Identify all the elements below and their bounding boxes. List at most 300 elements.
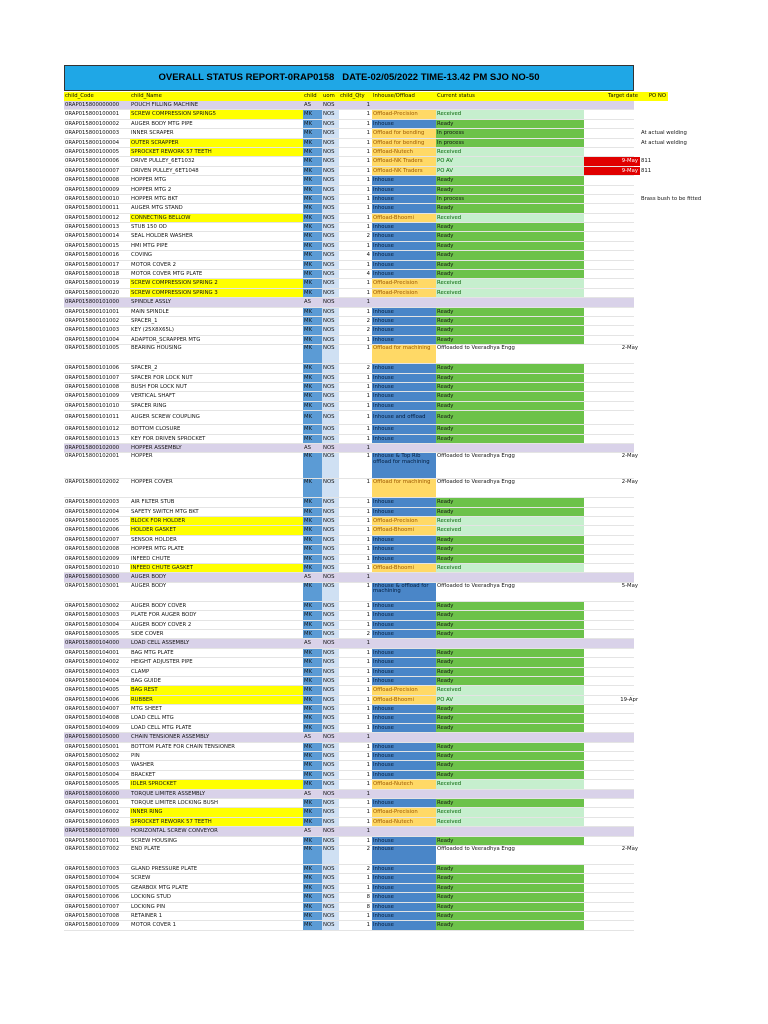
cell-inhouse-offload: Inhouse (372, 865, 436, 873)
cell-inhouse-offload: Inhouse (372, 761, 436, 769)
cell-po-no: 811 (641, 158, 652, 165)
cell-target-date (584, 752, 640, 760)
cell-child-name: DRIVEN PULLEY_6ET1048 (131, 167, 199, 174)
cell-child-uom: NOS (322, 402, 339, 410)
cell-po-no (640, 743, 740, 751)
table-row (64, 743, 634, 752)
cell-child-code: 0RAP015800101005 (65, 345, 120, 352)
cell-child-type: MK (303, 326, 322, 334)
cell-po-no: Brass bush to be fitted (641, 195, 702, 202)
cell-child-type: MK (303, 479, 322, 497)
cell-child-name: END PLATE (131, 845, 161, 852)
cell-child-code: 0RAP015800000000 (65, 102, 120, 108)
table-row (64, 686, 634, 695)
cell-child-code: 0RAP015800105000 (65, 734, 120, 741)
cell-child-type: MK (303, 148, 322, 156)
cell-po-no (640, 790, 740, 798)
cell-po-no (640, 564, 740, 572)
cell-child-qty: 1 (339, 214, 372, 222)
cell-inhouse-offload: Inhouse and offload (372, 411, 436, 424)
cell-child-name: SCREW (131, 875, 151, 882)
cell-target-date (584, 148, 640, 156)
cell-child-qty: 1 (339, 374, 372, 382)
cell-child-name: SIDE COVER (131, 630, 164, 637)
cell-child-qty: 1 (339, 204, 372, 212)
cell-child-qty: 1 (339, 425, 372, 433)
cell-po-no (640, 298, 740, 306)
cell-target-date (584, 326, 640, 334)
cell-child-code: 0RAP015800106003 (65, 818, 120, 825)
cell-current-status (436, 101, 584, 109)
cell-child-qty: 1 (339, 677, 372, 685)
cell-current-status: Ready (436, 705, 584, 713)
cell-inhouse-offload: Inhouse (372, 724, 436, 732)
cell-current-status: Ready (436, 186, 584, 194)
cell-child-uom: NOS (322, 555, 339, 563)
cell-inhouse-offload: Inhouse (372, 374, 436, 382)
cell-child-name: STUB 150 OD (131, 224, 167, 231)
cell-child-qty: 1 (339, 129, 372, 137)
cell-child-type: MK (303, 649, 322, 657)
cell-child-name: CLAMP (131, 668, 150, 675)
table-row (64, 582, 638, 602)
cell-inhouse-offload: Offload-Nutech (372, 780, 436, 788)
cell-child-name: BRACKET (131, 771, 156, 778)
cell-po-no (640, 921, 740, 929)
cell-child-type: MK (303, 129, 322, 137)
cell-child-qty: 1 (339, 479, 372, 497)
cell-child-qty: 2 (339, 364, 372, 372)
cell-child-uom: NOS (322, 242, 339, 250)
cell-target-date: 2-May (621, 345, 638, 352)
table-row (64, 289, 634, 298)
cell-inhouse-offload (372, 298, 436, 306)
table-row (64, 771, 634, 780)
cell-child-name: BAG MTG PLATE (131, 649, 174, 656)
cell-child-qty: 1 (339, 545, 372, 553)
cell-child-qty: 1 (339, 602, 372, 610)
cell-target-date (584, 837, 640, 845)
cell-child-qty: 1 (339, 139, 372, 147)
cell-child-qty: 1 (339, 279, 372, 287)
cell-po-no (640, 837, 740, 845)
cell-child-code: 0RAP015800107002 (65, 845, 120, 852)
cell-child-type: AS (303, 790, 322, 798)
cell-inhouse-offload: Inhouse (372, 336, 436, 344)
table-row (64, 921, 634, 930)
cell-child-uom: NOS (322, 696, 339, 704)
cell-child-name: RUBBER (130, 696, 303, 704)
cell-current-status: Ready (436, 884, 584, 892)
cell-child-uom: NOS (322, 167, 339, 175)
cell-po-no (640, 611, 740, 619)
cell-inhouse-offload: Inhouse (372, 668, 436, 676)
cell-child-uom: NOS (322, 444, 339, 452)
cell-current-status (436, 790, 584, 798)
cell-child-code: 0RAP015800100005 (65, 148, 120, 155)
cell-child-name: MOTOR COVER 2 (131, 261, 176, 268)
table-row (64, 649, 634, 658)
cell-child-type: MK (303, 270, 322, 278)
cell-target-date: 2-May (621, 479, 638, 486)
cell-child-type: MK (303, 251, 322, 259)
cell-child-name: BLOCK FOR HOLDER (130, 517, 303, 525)
table-row (64, 696, 638, 705)
cell-po-no (640, 884, 740, 892)
cell-po-no (640, 658, 740, 666)
cell-child-name: LOAD CELL MTG PLATE (131, 724, 192, 731)
cell-child-code: 0RAP015800100004 (65, 139, 120, 146)
cell-child-qty: 1 (339, 101, 372, 109)
cell-current-status: Ready (436, 120, 584, 128)
cell-child-name: SPINDLE ASSLY (131, 299, 171, 306)
cell-target-date: 2-May (621, 453, 638, 460)
cell-child-uom: NOS (322, 536, 339, 544)
cell-target-date (584, 564, 640, 572)
table-row (64, 874, 634, 883)
cell-child-qty: 8 (339, 903, 372, 911)
cell-po-no (640, 705, 740, 713)
cell-child-name: HEIGHT ADJUSTER PIPE (131, 659, 193, 666)
cell-po-no (640, 364, 740, 372)
table-row (64, 336, 634, 345)
cell-child-qty: 1 (339, 498, 372, 506)
cell-child-type: MK (303, 336, 322, 344)
cell-target-date (584, 139, 640, 147)
cell-child-code: 0RAP015800103002 (65, 602, 120, 609)
cell-po-no (640, 411, 740, 424)
cell-child-name: SENSOR HOLDER (131, 536, 177, 543)
cell-child-qty: 1 (339, 696, 372, 704)
cell-inhouse-offload: Inhouse (372, 176, 436, 184)
cell-child-type: MK (303, 374, 322, 382)
cell-child-uom: NOS (322, 336, 339, 344)
cell-current-status: Received (436, 279, 584, 287)
cell-current-status: Ready (436, 204, 584, 212)
cell-target-date (584, 912, 640, 920)
cell-current-status: Ready (436, 724, 584, 732)
cell-inhouse-offload: Inhouse (372, 621, 436, 629)
cell-current-status: Received (436, 564, 584, 572)
cell-child-qty: 1 (339, 733, 372, 741)
cell-current-status: Ready (436, 874, 584, 882)
cell-inhouse-offload: Inhouse (372, 308, 436, 316)
cell-child-name: BOTTOM PLATE FOR CHAIN TENSIONER (131, 743, 235, 750)
cell-child-qty: 1 (339, 686, 372, 694)
cell-child-code: 0RAP015800102001 (65, 453, 120, 460)
cell-child-name: RETAINER 1 (131, 912, 163, 919)
cell-po-no (640, 223, 740, 231)
cell-child-type: MK (303, 677, 322, 685)
cell-target-date (584, 761, 640, 769)
cell-child-uom: NOS (322, 308, 339, 316)
cell-target-date (584, 242, 640, 250)
cell-child-uom: NOS (322, 214, 339, 222)
cell-child-code: 0RAP015800101010 (65, 402, 120, 409)
cell-target-date (584, 526, 640, 534)
table-row (64, 714, 634, 723)
cell-child-uom: NOS (322, 298, 339, 306)
cell-target-date (584, 270, 640, 278)
cell-po-no (640, 761, 740, 769)
cell-target-date (584, 435, 640, 443)
cell-child-uom: NOS (322, 261, 339, 269)
table-row (64, 392, 634, 401)
cell-target-date: 2-May (621, 845, 638, 852)
cell-child-qty: 1 (339, 724, 372, 732)
cell-child-uom: NOS (322, 714, 339, 722)
cell-po-no (640, 724, 740, 732)
cell-child-name: BAG GUIDE (131, 677, 161, 684)
cell-child-name: SEAL HOLDER WASHER (131, 233, 193, 240)
cell-child-name: HOPPER (131, 453, 153, 460)
cell-child-type: MK (303, 536, 322, 544)
cell-inhouse-offload (372, 101, 436, 109)
cell-child-uom: NOS (322, 317, 339, 325)
cell-child-uom: NOS (322, 508, 339, 516)
table-row (64, 364, 634, 373)
cell-child-qty: 1 (339, 714, 372, 722)
header-current-status: Current status (436, 92, 584, 101)
cell-child-code: 0RAP015800104007 (65, 706, 120, 713)
cell-child-type: MK (303, 837, 322, 845)
cell-child-uom: NOS (322, 846, 339, 864)
cell-inhouse-offload: Inhouse (372, 545, 436, 553)
cell-target-date: 9-May (584, 157, 640, 165)
cell-po-no (640, 176, 740, 184)
cell-child-type: MK (303, 425, 322, 433)
cell-target-date (584, 129, 640, 137)
cell-target-date (584, 298, 640, 306)
table-row (64, 195, 702, 204)
cell-child-qty: 1 (339, 799, 372, 807)
table-row (64, 186, 634, 195)
cell-po-no (640, 270, 740, 278)
cell-inhouse-offload: Inhouse & Top Rib offload for machining (372, 453, 436, 478)
cell-child-type: MK (303, 545, 322, 553)
cell-po-no (640, 799, 740, 807)
cell-child-qty: 1 (339, 517, 372, 525)
table-row (64, 167, 652, 176)
cell-child-code: 0RAP015800104005 (65, 687, 120, 694)
cell-child-name: GEARBOX MTG PLATE (131, 884, 189, 891)
cell-child-qty: 1 (339, 621, 372, 629)
cell-child-code: 0RAP015800101009 (65, 393, 120, 400)
cell-current-status: Ready (436, 714, 584, 722)
cell-child-qty: 1 (339, 157, 372, 165)
cell-po-no (640, 251, 740, 259)
cell-child-name: VERTICAL SHAFT (131, 393, 176, 400)
cell-current-status: Offloaded to Veeradhya Engg (436, 479, 584, 497)
table-row (64, 564, 634, 573)
cell-child-code: 0RAP015800104004 (65, 677, 120, 684)
cell-po-no (640, 583, 740, 601)
cell-inhouse-offload: Offload for bending (372, 129, 436, 137)
table-row (64, 223, 634, 232)
cell-child-name: HOPPER MTG BKT (131, 195, 178, 202)
cell-po-no (640, 912, 740, 920)
cell-child-name: HORIZONTAL SCREW CONVEYOR (131, 828, 218, 835)
cell-child-code: 0RAP015800103000 (65, 574, 120, 581)
cell-current-status: Ready (436, 435, 584, 443)
table-row (64, 374, 634, 383)
cell-child-name: HOPPER COVER (131, 479, 173, 486)
cell-po-no (640, 317, 740, 325)
cell-child-uom: NOS (322, 101, 339, 109)
cell-target-date (584, 827, 640, 835)
cell-target-date (584, 195, 640, 203)
cell-po-no (640, 696, 740, 704)
cell-child-qty: 1 (339, 837, 372, 845)
status-table (64, 101, 702, 931)
cell-child-code: 0RAP015800100010 (65, 195, 120, 202)
cell-inhouse-offload (372, 444, 436, 452)
cell-target-date (584, 383, 640, 391)
cell-child-type: AS (303, 101, 322, 109)
cell-child-qty: 1 (339, 583, 372, 601)
cell-child-type: MK (303, 157, 322, 165)
cell-current-status (436, 573, 584, 581)
cell-child-name: AUGER MTG STAND (131, 205, 183, 212)
table-row (64, 573, 634, 582)
cell-child-code: 0RAP015800101006 (65, 365, 120, 372)
cell-inhouse-offload: Inhouse (372, 799, 436, 807)
cell-current-status: Ready (436, 658, 584, 666)
cell-child-uom: NOS (322, 611, 339, 619)
cell-target-date (584, 498, 640, 506)
cell-current-status: Ready (436, 317, 584, 325)
cell-child-qty: 4 (339, 270, 372, 278)
cell-child-qty: 1 (339, 392, 372, 400)
cell-child-uom: NOS (322, 453, 339, 478)
cell-po-no (640, 771, 740, 779)
cell-inhouse-offload (372, 639, 436, 647)
cell-current-status: Ready (436, 536, 584, 544)
cell-po-no (640, 752, 740, 760)
cell-target-date (584, 808, 640, 816)
cell-po-no (640, 326, 740, 334)
cell-current-status: Ready (436, 771, 584, 779)
cell-child-type: MK (303, 696, 322, 704)
cell-po-no (640, 214, 740, 222)
cell-child-code: 0RAP015800107008 (65, 912, 120, 919)
cell-child-qty: 1 (339, 752, 372, 760)
cell-po-no (640, 402, 740, 410)
cell-child-name: AUGER BODY (131, 574, 167, 581)
cell-current-status: Ready (436, 508, 584, 516)
cell-child-uom: NOS (322, 526, 339, 534)
cell-child-type: MK (303, 771, 322, 779)
cell-child-name: HOPPER MTG PLATE (131, 546, 184, 553)
cell-child-code: 0RAP015800100016 (65, 252, 120, 259)
cell-current-status (436, 444, 584, 452)
cell-po-no (640, 186, 740, 194)
cell-child-code: 0RAP015800100009 (65, 186, 120, 193)
cell-child-type: MK (303, 195, 322, 203)
cell-child-qty: 2 (339, 317, 372, 325)
cell-child-uom: NOS (322, 148, 339, 156)
cell-current-status: Ready (436, 545, 584, 553)
cell-child-code: 0RAP015800100008 (65, 177, 120, 184)
cell-child-uom: NOS (322, 345, 339, 363)
cell-po-no: At actual welding (641, 139, 687, 146)
cell-inhouse-offload: Inhouse (372, 903, 436, 911)
cell-inhouse-offload: Inhouse (372, 555, 436, 563)
cell-child-code: 0RAP015800100003 (65, 130, 120, 137)
cell-po-no (640, 621, 740, 629)
cell-child-uom: NOS (322, 270, 339, 278)
cell-child-type: MK (303, 865, 322, 873)
cell-current-status: Ready (436, 402, 584, 410)
cell-child-code: 0RAP015800107009 (65, 922, 120, 929)
cell-inhouse-offload: Inhouse (372, 602, 436, 610)
cell-inhouse-offload: Inhouse (372, 874, 436, 882)
cell-current-status: Ready (436, 336, 584, 344)
cell-child-code: 0RAP015800100012 (65, 214, 120, 221)
cell-child-uom: NOS (322, 411, 339, 424)
cell-child-uom: NOS (322, 573, 339, 581)
cell-child-code: 0RAP015800100013 (65, 224, 120, 231)
cell-inhouse-offload: Offload-Bhoomi (372, 564, 436, 572)
cell-child-code: 0RAP015800106002 (65, 809, 120, 816)
cell-child-uom: NOS (322, 677, 339, 685)
cell-child-name: INFEED CHUTE GASKET (130, 564, 303, 572)
cell-child-name: BUSH FOR LOCK NUT (131, 383, 187, 390)
cell-child-name: CONNECTING BELLOW (130, 214, 303, 222)
cell-po-no (640, 435, 740, 443)
cell-child-qty: 1 (339, 508, 372, 516)
cell-child-type: MK (303, 630, 322, 638)
cell-child-qty: 8 (339, 893, 372, 901)
cell-child-uom: NOS (322, 686, 339, 694)
table-row (64, 110, 634, 119)
cell-child-uom: NOS (322, 808, 339, 816)
table-row (64, 827, 634, 836)
table-row (64, 545, 634, 554)
cell-child-code: 0RAP015800103003 (65, 612, 120, 619)
cell-inhouse-offload: Inhouse (372, 743, 436, 751)
table-row (64, 383, 634, 392)
cell-child-qty: 1 (339, 564, 372, 572)
cell-current-status: Received (436, 148, 584, 156)
cell-child-name: AUGER BODY (131, 582, 167, 589)
cell-child-type: MK (303, 808, 322, 816)
cell-po-no (640, 345, 740, 363)
cell-target-date (584, 771, 640, 779)
table-row (64, 508, 634, 517)
cell-child-qty: 1 (339, 444, 372, 452)
cell-current-status: Ready (436, 251, 584, 259)
cell-child-name: SPACER FOR LOCK NUT (131, 374, 193, 381)
cell-child-uom: NOS (322, 232, 339, 240)
cell-target-date (584, 677, 640, 685)
cell-inhouse-offload: Inhouse (372, 714, 436, 722)
cell-child-name: LOCKING STUD (131, 894, 171, 901)
cell-child-type: MK (303, 921, 322, 929)
cell-inhouse-offload: Offload-Bhoomi (372, 696, 436, 704)
cell-child-uom: NOS (322, 837, 339, 845)
cell-child-type: MK (303, 279, 322, 287)
cell-target-date (584, 668, 640, 676)
cell-child-code: 0RAP015800102009 (65, 555, 120, 562)
cell-inhouse-offload: Offload-Bhoomi (372, 214, 436, 222)
table-row (64, 845, 638, 865)
cell-child-name: MOTOR COVER 1 (131, 922, 176, 929)
cell-inhouse-offload: Inhouse (372, 921, 436, 929)
header-child-uom: uom (322, 92, 339, 101)
cell-child-uom: NOS (322, 251, 339, 259)
cell-child-qty: 1 (339, 148, 372, 156)
